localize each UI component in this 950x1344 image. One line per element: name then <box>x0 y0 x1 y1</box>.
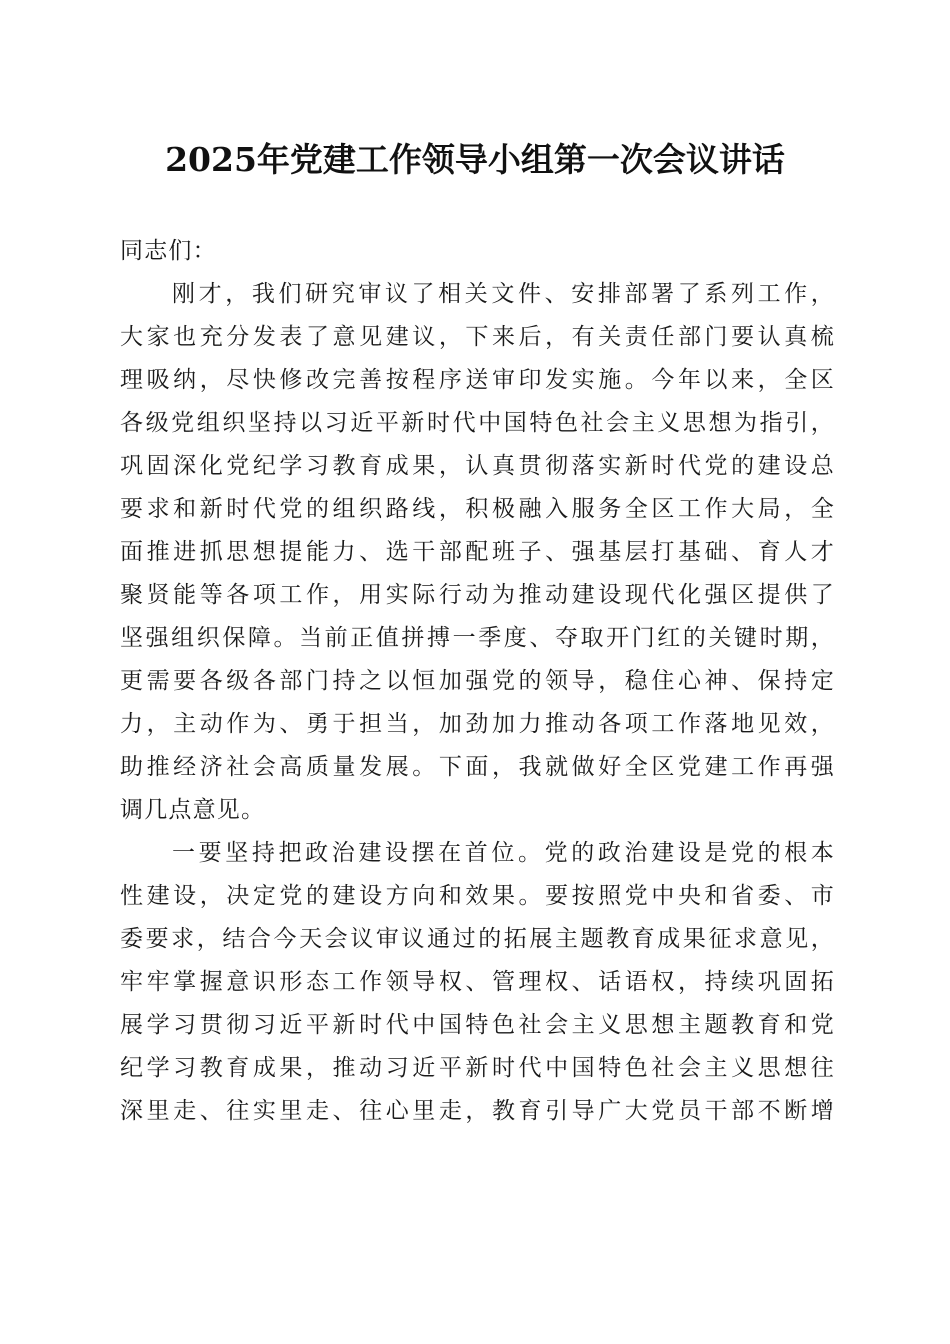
text-line: 深里走、往实里走、往心里走，教育引导广大党员干部不断增 <box>120 1098 835 1124</box>
text-line: 要求和新时代党的组织路线，积极融入服务全区工作大局，全 <box>120 496 835 522</box>
text-line: 面推进抓思想提能力、选干部配班子、强基层打基础、育人才 <box>120 539 835 565</box>
text-line: 牢牢掌握意识形态工作领导权、管理权、话语权，持续巩固拓 <box>120 969 835 995</box>
text-line: 一要坚持把政治建设摆在首位。党的政治建设是党的根本 <box>172 840 835 866</box>
document-body <box>120 230 835 1133</box>
text-line: 刚才，我们研究审议了相关文件、安排部署了系列工作， <box>172 281 835 307</box>
text-line: 委要求，结合今天会议审议通过的拓展主题教育成果征求意见， <box>120 926 835 952</box>
paragraph-1 <box>120 273 835 832</box>
text-line: 性建设，决定党的建设方向和效果。要按照党中央和省委、市 <box>120 883 835 909</box>
text-line: 巩固深化党纪学习教育成果，认真贯彻落实新时代党的建设总 <box>120 453 835 479</box>
text-line: 力，主动作为、勇于担当，加劲加力推动各项工作落地见效， <box>120 711 835 737</box>
text-line: 助推经济社会高质量发展。下面，我就做好全区党建工作再强 <box>120 754 835 780</box>
text-line: 理吸纳，尽快修改完善按程序送审印发实施。今年以来，全区 <box>120 367 835 393</box>
text-line: 坚强组织保障。当前正值拼搏一季度、夺取开门红的关键时期， <box>120 625 835 651</box>
text-line: 展学习贯彻习近平新时代中国特色社会主义思想主题教育和党 <box>120 1012 835 1038</box>
text-line: 各级党组织坚持以习近平新时代中国特色社会主义思想为指引， <box>120 410 835 436</box>
paragraph-2 <box>120 832 835 1133</box>
text-line: 调几点意见。 <box>120 797 266 823</box>
salutation: 同志们： <box>120 238 217 264</box>
text-line: 大家也充分发表了意见建议，下来后，有关责任部门要认真梳 <box>120 324 835 350</box>
text-line: 聚贤能等各项工作，用实际行动为推动建设现代化强区提供了 <box>120 582 835 608</box>
document-title: 2025年党建工作领导小组第一次会议讲话 <box>165 140 785 179</box>
text-line: 纪学习教育成果，推动习近平新时代中国特色社会主义思想往 <box>120 1055 835 1081</box>
text-line: 更需要各级各部门持之以恒加强党的领导，稳住心神、保持定 <box>120 668 835 694</box>
